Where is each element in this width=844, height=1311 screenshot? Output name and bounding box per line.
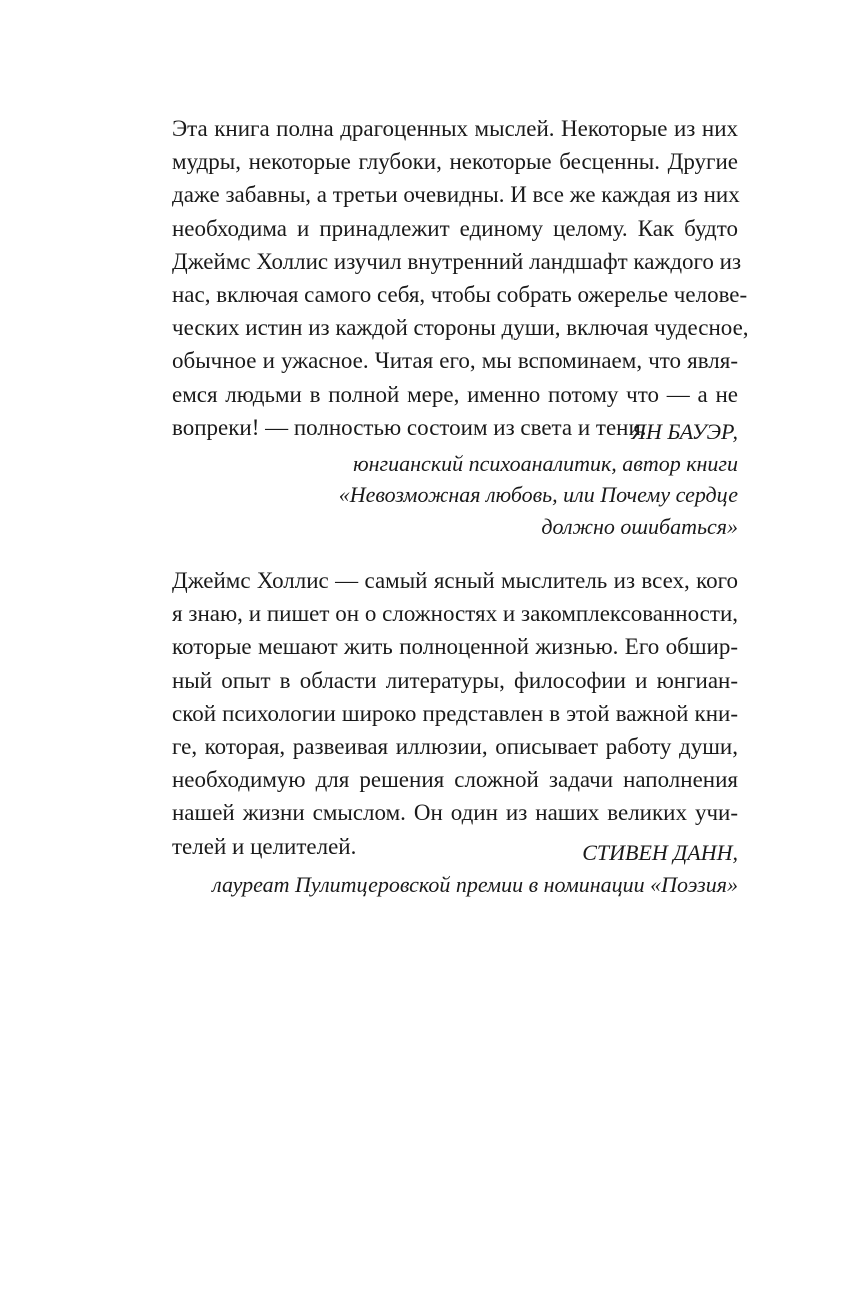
text-line: необходима и принадлежит единому целому. Как будто bbox=[172, 215, 738, 241]
text-line: которые мешают жить полноценной жизнью. Его обшир- bbox=[172, 634, 738, 660]
text-line: мудры, некоторые глубоки, некоторые бесценны. Другие bbox=[172, 149, 738, 175]
testimonial-1-attribution bbox=[118, 416, 738, 542]
text-line: необходимую для решения сложной задачи наполнения bbox=[172, 767, 738, 793]
text-line: обычное и ужасное. Читая его, мы вспоминаем, что явля- bbox=[172, 348, 738, 374]
text-line: ческих истин из каждой стороны души, включая чудесное, bbox=[172, 315, 749, 341]
testimonial-2-attribution bbox=[118, 837, 738, 900]
text-line: я знаю, и пишет он о сложностях и закомплексованности, bbox=[172, 601, 738, 627]
author-description: должно ошибаться» bbox=[541, 513, 738, 539]
text-line: Эта книга полна драгоценных мыслей. Некоторые из них bbox=[172, 116, 738, 141]
testimonial-1-text bbox=[172, 112, 749, 444]
author-description: «Невозможная любовь, или Почему сердце bbox=[338, 482, 738, 507]
text-line: телей и целителей. bbox=[172, 833, 357, 859]
author-description: лауреат Пулитцеровской премии в номинации «Поэзия» bbox=[212, 871, 738, 897]
text-line: даже забавны, а третьи очевидны. И все же каждая из них bbox=[172, 182, 740, 208]
text-line: вопреки! — полностью состоим из света и тени. bbox=[172, 414, 647, 440]
text-line: Джеймс Холлис — самый ясный мыслитель из всех, кого bbox=[172, 568, 738, 593]
author-description: юнгианский психоаналитик, автор книги bbox=[353, 450, 738, 476]
testimonial-2-text bbox=[172, 564, 738, 863]
text-line: ге, которая, развеивая иллюзии, описывает работу души, bbox=[172, 734, 738, 760]
text-line: нашей жизни смыслом. Он один из наших великих учи- bbox=[172, 800, 738, 826]
text-line: нас, включая самого себя, чтобы собрать ожерелье челове- bbox=[172, 282, 748, 308]
text-line: ской психологии широко представлен в этой важной кни- bbox=[172, 700, 738, 726]
text-line: Джеймс Холлис изучил внутренний ландшафт каждого из bbox=[172, 248, 742, 274]
author-name: СТИВЕН ДАНН, bbox=[582, 840, 738, 865]
author-name: ЯН БАУЭР, bbox=[631, 419, 738, 444]
text-line: ный опыт в области литературы, философии и юнгиан- bbox=[172, 667, 738, 693]
text-line: емся людьми в полной мере, именно потому что — а не bbox=[172, 381, 738, 407]
